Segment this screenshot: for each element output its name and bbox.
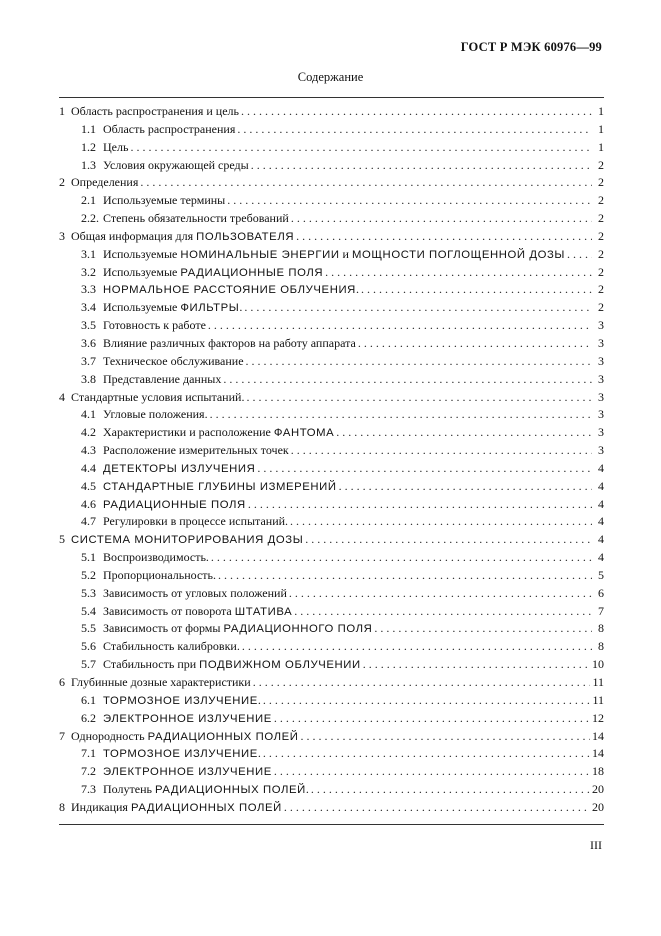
toc-entry-text: Общая информация для bbox=[71, 228, 197, 243]
toc-entry-text: Индикация bbox=[71, 799, 131, 814]
toc-entry-text: ПОЛЬЗОВАТЕЛЯ bbox=[196, 230, 295, 243]
toc-entry-text: ФАНТОМА bbox=[273, 427, 335, 440]
toc-entry-number: 6.1 bbox=[81, 692, 96, 707]
toc-entry-text: МОЩНОСТИ ПОГЛОЩЕННОЙ ДОЗЫ bbox=[351, 248, 565, 261]
toc-entry-title bbox=[81, 193, 225, 208]
toc-entry-page: 4 bbox=[598, 496, 604, 511]
toc-entry-text: Глубинные дозные характеристики bbox=[71, 675, 251, 689]
toc-entry-text: НОРМАЛЬНОЕ РАССТОЯНИЕ ОБЛУЧЕНИЯ bbox=[103, 284, 356, 297]
toc-entry-text: Стабильность при bbox=[103, 657, 200, 672]
toc-entry-text: Влияние различных факторов на работу аппарата bbox=[103, 335, 356, 350]
toc-entry-text: Степень обязательности требований bbox=[103, 211, 289, 226]
toc-entry bbox=[59, 211, 604, 229]
toc-entry-text: СИСТЕМА МОНИТОРИРОВАНИЯ ДОЗЫ bbox=[71, 534, 304, 547]
dot-leader bbox=[284, 800, 590, 815]
toc-entry-text: ЭЛЕКТРОННОЕ ИЗЛУЧЕНИЕ bbox=[103, 766, 272, 779]
toc-entry bbox=[59, 532, 604, 550]
toc-entry-title bbox=[81, 746, 261, 761]
toc-entry bbox=[59, 140, 604, 158]
toc-entry bbox=[59, 461, 604, 479]
toc-entry-text: Область распространения bbox=[103, 121, 236, 136]
toc-entry-text: Воспроизводимость. bbox=[103, 550, 209, 565]
toc-entry-number: 4.4 bbox=[81, 460, 96, 475]
toc-entry-title bbox=[81, 318, 206, 333]
toc-entry bbox=[59, 550, 604, 568]
toc-entry bbox=[59, 282, 604, 300]
toc-entry-number: 5.4 bbox=[81, 603, 96, 618]
toc-entry-number: 5.3 bbox=[81, 585, 96, 600]
toc-entry-text: и bbox=[339, 246, 352, 261]
dot-leader bbox=[363, 657, 590, 672]
dot-leader bbox=[237, 122, 592, 137]
toc-entry-number: 5.1 bbox=[81, 550, 96, 565]
dot-leader bbox=[251, 158, 592, 173]
dot-leader bbox=[305, 532, 592, 547]
toc-entry-text: Пропорциональность. bbox=[103, 567, 217, 582]
dot-leader bbox=[336, 425, 592, 440]
toc-entry-page: 2 bbox=[598, 211, 604, 226]
toc-entry-page: 8 bbox=[598, 621, 604, 636]
dot-leader bbox=[374, 621, 592, 636]
toc-entry-page: 2 bbox=[598, 264, 604, 279]
toc-entry bbox=[59, 604, 604, 622]
toc-entry-number: 5 bbox=[59, 532, 65, 547]
toc-entry-number: 8 bbox=[59, 799, 65, 814]
toc-entry-number: 7.2 bbox=[81, 764, 96, 779]
toc-entry-title bbox=[81, 336, 356, 351]
toc-entry-number: 4.1 bbox=[81, 407, 96, 422]
toc-entry bbox=[59, 122, 604, 140]
dot-leader bbox=[291, 443, 592, 458]
toc-entry-number: 1.3 bbox=[81, 157, 96, 172]
toc-entry-title bbox=[81, 657, 361, 672]
toc-entry-page: 1 bbox=[598, 121, 604, 136]
toc-entry-number: 3.6 bbox=[81, 335, 96, 350]
toc-entry-text: . bbox=[257, 746, 261, 761]
toc-entry-title bbox=[81, 514, 288, 529]
toc-entry-text: . bbox=[355, 282, 359, 297]
toc-entry-title bbox=[81, 497, 246, 512]
toc-entry-page: 1 bbox=[598, 104, 604, 118]
toc-entry bbox=[59, 621, 604, 639]
dot-leader bbox=[274, 711, 590, 726]
dot-leader bbox=[291, 211, 592, 226]
toc-entry-title bbox=[81, 265, 323, 280]
toc-entry bbox=[59, 104, 604, 122]
toc-entry bbox=[59, 764, 604, 782]
toc-entry-title bbox=[59, 675, 251, 690]
toc-entry-text: . bbox=[239, 300, 243, 315]
toc-entry-page: 3 bbox=[598, 425, 604, 440]
toc-entry-text: Используемые bbox=[103, 300, 181, 315]
toc-entry-number: 4.5 bbox=[81, 478, 96, 493]
toc-entry bbox=[59, 372, 604, 390]
dot-leader bbox=[263, 746, 590, 761]
top-rule bbox=[59, 97, 604, 98]
toc-entry bbox=[59, 354, 604, 372]
toc-entry bbox=[59, 746, 604, 764]
toc-entry-title bbox=[81, 568, 216, 583]
toc-entry-page: 14 bbox=[592, 746, 604, 761]
toc-entry-title bbox=[81, 550, 209, 565]
toc-entry-page: 4 bbox=[598, 478, 604, 493]
document-header: ГОСТ Р МЭК 60976—99 bbox=[460, 40, 602, 54]
dot-leader bbox=[290, 514, 592, 529]
toc-entry-number: 2.2. bbox=[81, 211, 99, 226]
toc-entry bbox=[59, 711, 604, 729]
dot-leader bbox=[130, 140, 592, 155]
toc-entry-text: Однородность bbox=[71, 728, 148, 743]
toc-entry-page: 1 bbox=[598, 139, 604, 154]
toc-entry-page: 10 bbox=[592, 657, 604, 672]
toc-entry bbox=[59, 800, 604, 818]
toc-entry-text: РАДИАЦИОННЫЕ ПОЛЯ bbox=[103, 498, 246, 511]
toc-entry-page: 4 bbox=[598, 550, 604, 565]
toc-entry-title bbox=[81, 158, 249, 173]
dot-leader bbox=[223, 372, 592, 387]
toc-entry-text: Представление данных bbox=[103, 371, 222, 386]
toc-entry-title bbox=[81, 282, 359, 297]
dot-leader bbox=[246, 354, 592, 369]
dot-leader bbox=[311, 782, 590, 797]
toc-entry-page: 2 bbox=[598, 193, 604, 208]
dot-leader bbox=[294, 604, 592, 619]
dot-leader bbox=[210, 407, 592, 422]
toc-entry-title bbox=[81, 586, 287, 601]
dot-leader bbox=[227, 193, 592, 208]
toc-entry-text: Регулировки в процессе испытаний. bbox=[103, 514, 289, 529]
toc-entry-text: Используемые bbox=[103, 246, 181, 261]
toc-entry-page: 2 bbox=[598, 282, 604, 297]
toc-entry-page: 2 bbox=[598, 300, 604, 315]
toc-entry bbox=[59, 693, 604, 711]
toc-entry-number: 6 bbox=[59, 675, 65, 689]
toc-entry-title bbox=[59, 175, 138, 190]
toc-entry-page: 3 bbox=[598, 353, 604, 368]
toc-entry-page: 8 bbox=[598, 639, 604, 654]
dot-leader bbox=[325, 265, 592, 280]
bottom-rule bbox=[59, 824, 604, 825]
toc-entry-text: Стабильность калибровки. bbox=[103, 639, 240, 654]
toc-entry bbox=[59, 300, 604, 318]
toc-entry-text: Область распространения и цель bbox=[71, 104, 239, 118]
toc-entry bbox=[59, 265, 604, 283]
dot-leader bbox=[241, 104, 592, 119]
toc-entry-number: 5.7 bbox=[81, 657, 96, 672]
toc-entry-page: 11 bbox=[592, 692, 604, 707]
toc-entry-page: 5 bbox=[598, 567, 604, 582]
toc-entry-text: Стандартные условия испытаний. bbox=[71, 389, 245, 404]
toc-entry-number: 4.7 bbox=[81, 514, 96, 529]
toc-entry-title bbox=[81, 354, 244, 369]
toc-entry-text: . bbox=[257, 692, 261, 707]
toc-entry-text: СТАНДАРТНЫЕ ГЛУБИНЫ ИЗМЕРЕНИЙ bbox=[103, 480, 337, 493]
dot-leader bbox=[257, 461, 592, 476]
toc-entry-title bbox=[81, 140, 128, 155]
toc-entry-number: 1.2 bbox=[81, 139, 96, 154]
toc-entry-number: 5.5 bbox=[81, 621, 96, 636]
toc-entry-text: Зависимость от угловых положений bbox=[103, 585, 287, 600]
toc-entry-text: РАДИАЦИОННЫЕ ПОЛЯ bbox=[180, 266, 324, 279]
dot-leader bbox=[242, 639, 592, 654]
toc-entry-text: Зависимость от поворота bbox=[103, 603, 235, 618]
toc-entry-title bbox=[59, 390, 244, 405]
toc-entry-title bbox=[81, 247, 565, 262]
toc-entry-title bbox=[81, 443, 289, 458]
toc-entry bbox=[59, 158, 604, 176]
toc-entry bbox=[59, 657, 604, 675]
toc-entry-title bbox=[59, 800, 282, 815]
toc-entry-title bbox=[59, 532, 303, 547]
toc-entry-page: 3 bbox=[598, 443, 604, 458]
toc-entry-text: РАДИАЦИОННЫХ ПОЛЕЙ bbox=[147, 730, 299, 743]
toc-entry bbox=[59, 514, 604, 532]
toc-entry-text: . bbox=[305, 782, 309, 797]
toc-entry-title bbox=[81, 782, 309, 797]
toc-entry-page: 7 bbox=[598, 603, 604, 618]
toc-entry-title bbox=[59, 104, 239, 119]
toc-entry-text: ТОРМОЗНОЕ ИЗЛУЧЕНИЕ bbox=[103, 748, 258, 761]
toc-entry-text: Характеристики и расположение bbox=[103, 425, 274, 440]
toc-entry-number: 5.6 bbox=[81, 639, 96, 654]
dot-leader bbox=[289, 586, 592, 601]
dot-leader bbox=[218, 568, 592, 583]
toc-entry-title bbox=[81, 122, 235, 137]
toc-entry-page: 2 bbox=[598, 175, 604, 190]
toc-entry-text: Расположение измерительных точек bbox=[103, 443, 289, 458]
toc-entry-title bbox=[81, 372, 221, 387]
toc-entry-text: Готовность к работе bbox=[103, 318, 206, 333]
toc-entry-number: 3.5 bbox=[81, 318, 96, 333]
toc-entry-text: ПОДВИЖНОМ ОБЛУЧЕНИИ bbox=[199, 659, 361, 672]
toc-entry-number: 4.2 bbox=[81, 425, 96, 440]
dot-leader bbox=[567, 247, 592, 262]
toc-entry bbox=[59, 175, 604, 193]
toc-entry-text: ШТАТИВА bbox=[234, 605, 293, 618]
toc-entry bbox=[59, 407, 604, 425]
toc-entry-page: 3 bbox=[598, 318, 604, 333]
toc-entry-page: 2 bbox=[598, 246, 604, 261]
toc-entry-number: 3.7 bbox=[81, 353, 96, 368]
toc-entry-page: 14 bbox=[592, 728, 604, 743]
toc-entry-title bbox=[81, 639, 240, 654]
toc-entry-number: 3.3 bbox=[81, 282, 96, 297]
toc-entry-text: Зависимость от формы bbox=[103, 621, 224, 636]
toc-entry-title bbox=[81, 425, 334, 440]
toc-entry-page: 3 bbox=[598, 335, 604, 350]
toc-entry bbox=[59, 318, 604, 336]
toc-entry-text: РАДИАЦИОННОГО ПОЛЯ bbox=[223, 623, 373, 636]
dot-leader bbox=[211, 550, 592, 565]
toc-entry-text: ТОРМОЗНОЕ ИЗЛУЧЕНИЕ bbox=[103, 694, 258, 707]
dot-leader bbox=[208, 318, 592, 333]
dot-leader bbox=[263, 693, 591, 708]
toc-entry-text: РАДИАЦИОННЫХ ПОЛЕЙ bbox=[154, 784, 306, 797]
toc-entry-number: 1.1 bbox=[81, 121, 96, 136]
toc-entry-title bbox=[81, 461, 255, 476]
toc-entry-number: 5.2 bbox=[81, 567, 96, 582]
toc-entry-number: 7.1 bbox=[81, 746, 96, 761]
toc-entry-page: 2 bbox=[598, 228, 604, 243]
toc-entry-page: 3 bbox=[598, 407, 604, 422]
toc-entry-title bbox=[81, 407, 208, 422]
toc-entry-number: 7 bbox=[59, 728, 65, 743]
toc-entry-number: 2 bbox=[59, 175, 65, 190]
toc-entry-text: Полутень bbox=[103, 782, 155, 797]
toc-entry bbox=[59, 336, 604, 354]
toc-entry-text: Используемые термины bbox=[103, 193, 226, 208]
toc-entry-title bbox=[81, 621, 372, 636]
toc-entry bbox=[59, 247, 604, 265]
toc-entry-number: 3 bbox=[59, 228, 65, 243]
toc-entry-page: 3 bbox=[598, 389, 604, 404]
toc-entry-page: 20 bbox=[592, 782, 604, 797]
toc-entry bbox=[59, 390, 604, 408]
toc-entry-text: ФИЛЬТРЫ bbox=[180, 302, 240, 315]
toc-entry-text: РАДИАЦИОННЫХ ПОЛЕЙ bbox=[130, 801, 282, 814]
dot-leader bbox=[253, 675, 591, 690]
toc-entry-number: 2.1 bbox=[81, 193, 96, 208]
toc-entry-number: 3.4 bbox=[81, 300, 96, 315]
dot-leader bbox=[248, 497, 592, 512]
toc-entry-text: НОМИНАЛЬНЫЕ ЭНЕРГИИ bbox=[180, 248, 340, 261]
toc-entry-number: 3.2 bbox=[81, 264, 96, 279]
toc-entry-title bbox=[81, 211, 289, 226]
toc-entry bbox=[59, 193, 604, 211]
toc-entry-text: Условия окружающей среды bbox=[103, 157, 249, 172]
toc-entry-number: 1 bbox=[59, 104, 65, 118]
toc-entry-text: Угловые положения. bbox=[103, 407, 208, 422]
toc-entry bbox=[59, 675, 604, 693]
toc-entry-page: 11 bbox=[592, 675, 604, 689]
toc-entry-number: 7.3 bbox=[81, 782, 96, 797]
toc-entry-number: 4 bbox=[59, 389, 65, 404]
toc-entry bbox=[59, 425, 604, 443]
toc-entry bbox=[59, 639, 604, 657]
toc-entry-text: Определения bbox=[71, 175, 139, 190]
toc-entry-page: 18 bbox=[592, 764, 604, 779]
toc-entry bbox=[59, 586, 604, 604]
page-number: III bbox=[590, 838, 602, 852]
toc-entry-number: 4.3 bbox=[81, 443, 96, 458]
toc-entry-page: 4 bbox=[598, 532, 604, 547]
dot-leader bbox=[300, 729, 590, 744]
toc-entry-title bbox=[81, 479, 337, 494]
dot-leader bbox=[246, 390, 592, 405]
toc-entry-text: Используемые bbox=[103, 264, 181, 279]
toc-entry-number: 3.8 bbox=[81, 371, 96, 386]
toc-entry-page: 12 bbox=[592, 710, 604, 725]
toc-entry-page: 20 bbox=[592, 799, 604, 814]
toc-entry bbox=[59, 497, 604, 515]
dot-leader bbox=[358, 336, 592, 351]
toc-entry-page: 2 bbox=[598, 157, 604, 172]
toc-entry bbox=[59, 782, 604, 800]
toc-title: Содержание bbox=[297, 70, 364, 84]
toc-entry-page: 4 bbox=[598, 460, 604, 475]
dot-leader bbox=[296, 229, 592, 244]
toc-entry-title bbox=[81, 711, 272, 726]
toc-entry-text: Цель bbox=[103, 139, 129, 154]
toc-entry-text: Техническое обслуживание bbox=[103, 353, 244, 368]
toc-entry-page: 4 bbox=[598, 514, 604, 529]
table-of-contents bbox=[59, 104, 604, 818]
toc-entry bbox=[59, 729, 604, 747]
toc-entry-title bbox=[59, 229, 294, 244]
toc-entry-number: 4.6 bbox=[81, 496, 96, 511]
toc-entry-title bbox=[81, 764, 272, 779]
toc-entry-title bbox=[81, 300, 242, 315]
toc-entry-number: 3.1 bbox=[81, 246, 96, 261]
toc-entry-text: ЭЛЕКТРОННОЕ ИЗЛУЧЕНИЕ bbox=[103, 712, 272, 725]
toc-entry bbox=[59, 443, 604, 461]
toc-entry-page: 3 bbox=[598, 371, 604, 386]
toc-entry-page: 6 bbox=[598, 585, 604, 600]
dot-leader bbox=[274, 764, 590, 779]
toc-entry-title bbox=[81, 693, 261, 708]
toc-entry bbox=[59, 229, 604, 247]
dot-leader bbox=[244, 300, 592, 315]
toc-entry bbox=[59, 568, 604, 586]
dot-leader bbox=[140, 175, 592, 190]
toc-entry-title bbox=[81, 604, 292, 619]
toc-entry bbox=[59, 479, 604, 497]
dot-leader bbox=[361, 282, 592, 297]
dot-leader bbox=[339, 479, 592, 494]
toc-entry-number: 6.2 bbox=[81, 710, 96, 725]
toc-entry-text: ДЕТЕКТОРЫ ИЗЛУЧЕНИЯ bbox=[103, 462, 256, 475]
toc-entry-title bbox=[59, 729, 298, 744]
